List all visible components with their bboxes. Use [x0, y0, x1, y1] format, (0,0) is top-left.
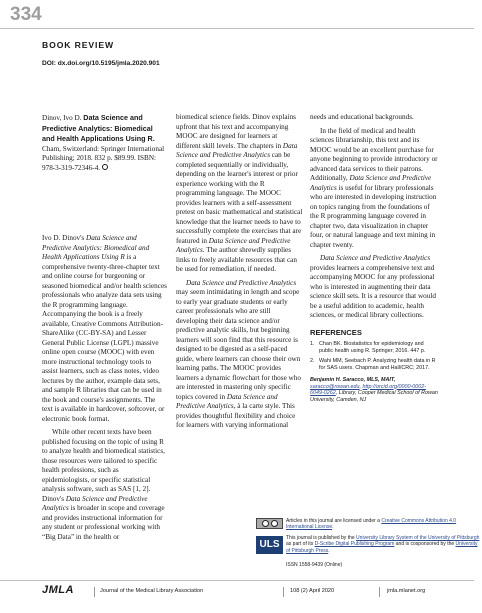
references-heading: REFERENCES: [310, 327, 362, 337]
paragraph: In the field of medical and health sciences librarianship, this text and its MOOC would be an excellent purchase for anyone beginning to provide introductory or advanced data services to their patrons. Additionally, Data Science and Predictive Analytics is useful for library professionals who are interested in developing instruction on topics ranging from the foundations of the R programming language covered in chapter two, data visualization in chapter four, or natural language and text mining in chapter twenty.: [310, 126, 438, 249]
publisher-text: This journal is published by the University Library System of the University of Pittsburgh as part of its D-Scribe Digital Publishing Program and is cosponsored by the University of Pittsburgh Press.: [286, 535, 480, 554]
paragraph: While other recent texts have been published focusing on the topic of using R to analyze health and biomedical statistics, those resources were tailored to specific health professions, such as epidemiologists, or specific statistical analysis software, such as SAS [1, 2]. Dinov's Data Science and Predictive Analytics is broader in scope and coverage and provides instructional information for any student or professional working with “Big Data” in the health or: [42, 428, 165, 541]
book-title: Data Science and Predictive Analytics: Biomedical and Health Applications Using R.: [42, 113, 155, 143]
book-author: Dinov, Ivo D.: [42, 114, 82, 122]
open-access-icon: [102, 164, 108, 170]
reviewer-affiliation: , Library, Cooper Medical School of Rowan University, Camden, NJ: [310, 390, 438, 404]
reviewer-name: Benjamin H. Saracco, MLS, MAIT,: [310, 376, 396, 383]
paragraph: Ivo D. Dinov's Data Science and Predictive Analytics: Biomedical and Health Applications Using R is a comprehensive twenty-three-chapter text and online course for burgeoning or seasoned biomedical and/or health sciences professionals who analyze data sets using the R programming language. Accompanying the book is a freely available, Creative Commons Attribution-ShareAlike (CC-BY-SA) and Lesser General Public License (LGPL) massive online open course (MOOC) with even more instructional technology tools to assist learners, such as class notes, video lectures by the author, example data sets, and sample R libraries that can be used in the book and course's assignments. The text is available in hardcover, softcover, or electronic book format.: [42, 234, 167, 423]
header-rule: [0, 28, 474, 29]
cc-license-link[interactable]: Creative Commons Attribution 4.0 International License: [286, 518, 457, 531]
doi[interactable]: DOI: dx.doi.org/10.5195/jmla.2020.901: [42, 60, 160, 67]
book-publisher: Cham, Switzerland: Springer International Publishing; 2018. 832 p. $89.99. ISBN: 978-3-319-72346-4.: [42, 144, 165, 172]
creative-commons-icon[interactable]: [256, 518, 283, 529]
jmla-logo: JMLA: [42, 584, 74, 596]
issn: ISSN 1558-9439 (Online): [286, 562, 343, 568]
footer-issue: 108 (2) April 2020: [290, 588, 335, 594]
reference-item: 1. Chan BK. Biostatistics for epidemiology and public health using R. Springer; 2016. 447 p.: [310, 341, 426, 354]
dscribe-link[interactable]: D-Scribe Digital Publishing Program: [314, 541, 395, 548]
paragraph: Data Science and Predictive Analytics provides learners a comprehensive text and accompanying MOOC for any professional who is interested in augmenting their data science skill sets. It is a resource that would be a useful addition to academic, health sciences, or medical library collections.: [310, 254, 436, 319]
paragraph: needs and educational backgrounds.: [310, 113, 414, 121]
license-text: Articles in this journal are licensed under a Creative Commons Attribution 4.0 International License.: [286, 518, 457, 531]
paragraph: biomedical science fields. Dinov explains upfront that his text and accompanying MOOC are designed for learners at different skill levels. The chapters in Data Science and Predictive Analytics can be completed sequentially or individually, depending on the learner's interest or prior experience working with the R programming language. The MOOC provides learners with a self-assessment pretest on basic mathematical and statistical knowledge that the learner needs to have to successfully complete the exercises that are featured in Data Science and Predictive Analytics. The author shrewdly supplies links to freely available resources that can be used for remediation, if needed.: [176, 113, 303, 273]
footer-journal: Journal of the Medical Library Association: [100, 588, 204, 594]
section-label: BOOK REVIEW: [42, 40, 114, 50]
paragraph: Data Science and Predictive Analytics may seem intimidating in length and scope to early year graduate students or early career professionals who are still developing their data science and/or predictive analytic skills, but beginning learners will soon find that this resource is designed to be digested as a self-paced guide, where learners can choose their own learning paths. The MOOC provides learners a dynamic flowchart for those who are interested in mastering only specific topics covered in Data Science and Predictive Analytics, à la carte style. This provides thoughtful flexibility and choice for learners with varying informational: [176, 278, 301, 429]
uls-link[interactable]: University Library System of the University of Pittsburgh: [356, 535, 480, 541]
reference-item: 2. Wahi MM, Seebach P. Analyzing health data in R for SAS users. Chapman and Hall/CRC; 2017.: [310, 357, 436, 371]
uls-logo[interactable]: ULS: [256, 536, 283, 554]
footer-rule: [0, 580, 474, 581]
reviewer-email[interactable]: saracco@rowan.edu: [310, 383, 360, 390]
footer-url[interactable]: jmla.mlanet.org: [387, 588, 426, 594]
footer-divider: [379, 587, 380, 597]
footer-divider: [94, 587, 95, 597]
column-1: [42, 113, 167, 546]
reviewer-block: Benjamin H. Saracco, MLS, MAIT, saracco@rowan.edu, http://orcid.org/0000-0002-6049-0262, Library, Cooper Medical School of Rowan University, Camden, NJ: [310, 376, 438, 404]
page-number: 334: [10, 4, 42, 25]
references-list: [310, 341, 438, 372]
column-2: [176, 113, 303, 435]
book-citation: [42, 113, 167, 173]
spacer: [42, 177, 167, 234]
footer-divider: [283, 587, 284, 597]
column-3: [310, 113, 438, 404]
reviewer-orcid[interactable]: http://orcid.org/0000-0002-6049-0262: [310, 383, 427, 397]
pitt-press-link[interactable]: University of Pittsburgh Press: [286, 541, 478, 554]
